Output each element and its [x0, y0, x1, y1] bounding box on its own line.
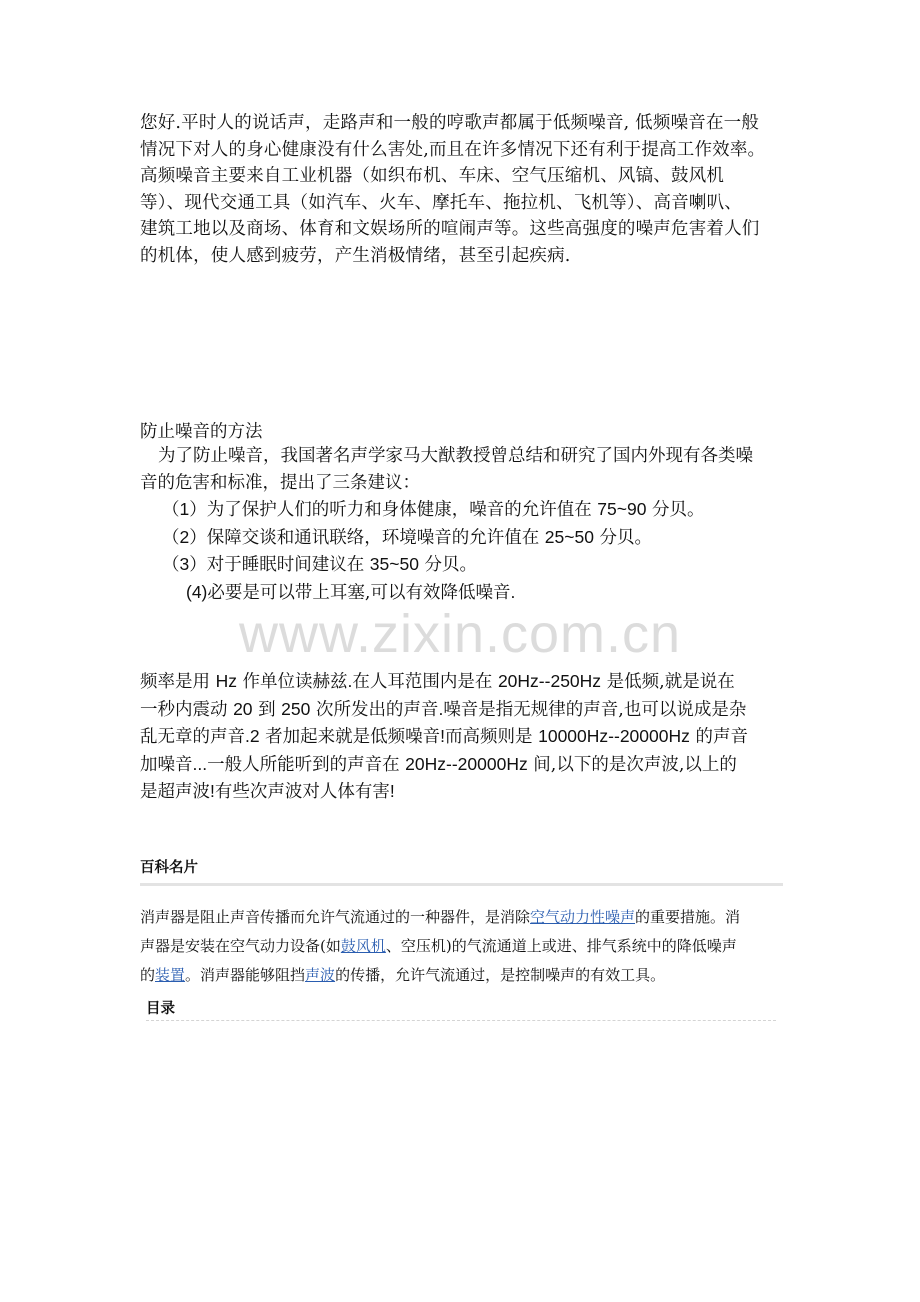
- intro-line-4: 等）、现代交通工具（如汽车、火车、摩托车、拖拉机、飞机等）、高音喇叭、: [140, 192, 742, 213]
- toc-heading: 目录: [146, 999, 776, 1021]
- suggestion-4: (4)必要是可以带上耳塞,可以有效降低噪音.: [186, 581, 516, 603]
- baike-text: 消声器是阻止声音传播而允许气流通过的一种器件，是消除: [140, 908, 531, 926]
- frequency-paragraph: [140, 668, 790, 806]
- baike-text: 。消声器能够阻挡: [185, 966, 306, 984]
- baike-line-1: [140, 903, 785, 932]
- intro-paragraph: [140, 110, 790, 269]
- suggestion-1: （1）为了保护人们的听力和身体健康，噪音的允许值在 75~90 分贝。: [162, 499, 705, 520]
- intro-line-3: 高频噪音主要来自工业机器（如织布机、车床、空气压缩机、风镐、鼓风机: [140, 166, 725, 186]
- link-blower[interactable]: 鼓风机: [340, 937, 386, 955]
- intro-line-5: 建筑工地以及商场、体育和文娱场所的喧闹声等。这些高强度的噪声危害着人们: [140, 219, 760, 239]
- frequency-line-5: 是超声波!有些次声波对人体有害!: [140, 781, 395, 802]
- baike-text: 的重要措施。消: [635, 908, 741, 926]
- method-line-2: 音的危害和标准，提出了三条建议：: [140, 472, 420, 493]
- baike-text: 、空压机)的气流通道上或进、排气系统中的降低噪声: [385, 937, 737, 955]
- frequency-line-1: 频率是用 Hz 作单位读赫兹.在人耳范围内是在 20Hz--250Hz 是低频,就是说在: [140, 671, 735, 692]
- link-device[interactable]: 装置: [155, 966, 186, 984]
- baike-text: 的: [140, 966, 156, 984]
- intro-line-1: 您好.平时人的说话声，走路声和一般的哼歌声都属于低频噪音, 低频噪音在一般: [140, 113, 760, 133]
- frequency-line-4: 加噪音...一般人所能听到的声音在 20Hz--20000Hz 间,以下的是次声波,以上的: [140, 753, 737, 775]
- baike-card-body: [140, 903, 785, 990]
- suggestion-2: （2）保障交谈和通讯联络，环境噪音的允许值在 25~50 分贝。: [162, 526, 653, 548]
- frequency-line-2: 一秒内震动 20 到 250 次所发出的声音.噪音是指无规律的声音,也可以说成是杂: [140, 698, 747, 720]
- link-sound-wave[interactable]: 声波: [305, 966, 336, 984]
- link-aerodynamic-noise[interactable]: 空气动力性噪声: [530, 908, 636, 926]
- method-title: 防止噪音的方法: [140, 422, 263, 442]
- baike-text: 的传播，允许气流通过，是控制噪声的有效工具。: [335, 966, 666, 984]
- baike-text: 声器是安装在空气动力设备(如: [140, 937, 341, 955]
- intro-line-2: 情况下对人的身心健康没有什么害处,而且在许多情况下还有利于提高工作效率。: [140, 139, 766, 160]
- baike-card-heading: 百科名片: [140, 857, 783, 886]
- method-paragraph: [140, 443, 790, 606]
- suggestion-3: （3）对于睡眠时间建议在 35~50 分贝。: [162, 554, 478, 575]
- watermark: www.zixin.com.cn: [238, 604, 682, 664]
- intro-line-6: 的机体，使人感到疲劳，产生消极情绪，甚至引起疾病.: [140, 245, 571, 266]
- method-line-1: 为了防止噪音，我国著名声学家马大猷教授曾总结和研究了国内外现有各类噪: [158, 446, 753, 466]
- frequency-line-3: 乱无章的声音.2 者加起来就是低频噪音!而高频则是 10000Hz--20000Hz 的声音: [140, 726, 748, 747]
- baike-line-3: [140, 961, 785, 990]
- baike-line-2: [140, 932, 785, 961]
